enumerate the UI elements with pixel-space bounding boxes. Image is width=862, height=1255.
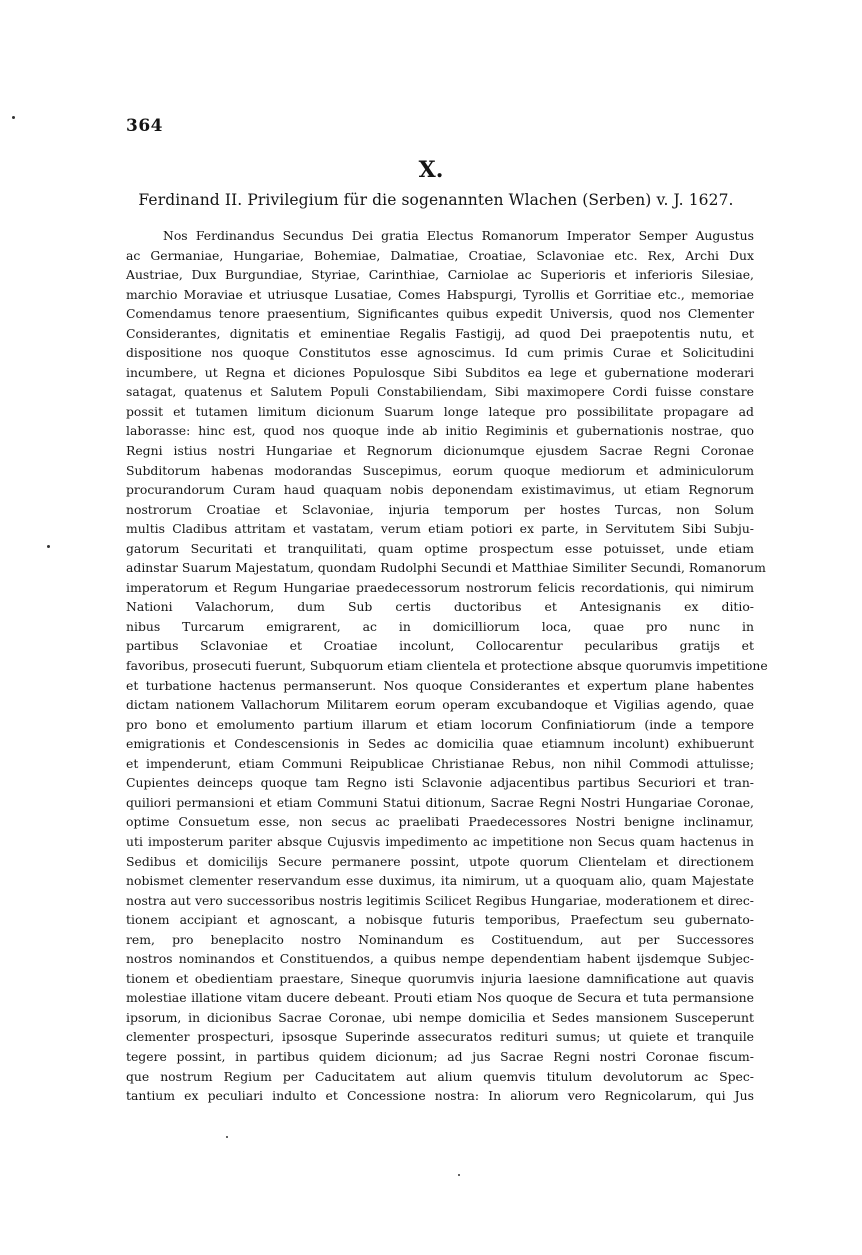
text-line: marchio Moraviae et utriusque Lusatiae, Comes Habspurgi, Tyrollis et Gorritiae etc., memoriae — [126, 286, 754, 302]
text-line: Nationi Valachorum, dum Sub certis ductoribus et Antesignanis ex ditio- — [126, 599, 754, 615]
print-speck — [47, 545, 50, 548]
text-line: Considerantes, dignitatis et eminentiae Regalis Fastigij, ad quod Dei praepotentis nutu, et — [126, 325, 754, 341]
print-speck — [226, 1136, 228, 1138]
text-line: nibus Turcarum emigrarent, ac in domicilliorum loca, quae pro nunc in — [126, 618, 754, 634]
text-line: procurandorum Curam haud quaquam nobis deponendam existimavimus, ut etiam Regnorum — [126, 482, 754, 498]
text-line: Austriae, Dux Burgundiae, Styriae, Carinthiae, Carniolae ac Superioris et inferioris Silesiae, — [126, 267, 754, 283]
text-line: Subditorum habenas modorandas Suscepimus, eorum quoque mediorum et adminiculorum — [126, 462, 754, 478]
text-line: incumbere, ut Regna et diciones Populosque Sibi Subditos ea lege et gubernatione moderari — [126, 364, 754, 380]
text-line: laborasse: hinc est, quod nos quoque inde ab initio Regiminis et gubernationis nostrae, quo — [126, 423, 754, 439]
text-line: gatorum Securitati et tranquilitati, quam optime prospectum esse potuisset, unde etiam — [126, 540, 754, 556]
text-line: uti imposterum pariter absque Cujusvis impedimento ac impetitione non Secus quam hactenus in — [126, 833, 754, 849]
text-line: Comendamus tenore praesentium, Significantes quibus expedit Universis, quod nos Clementer — [126, 306, 754, 322]
text-line: emigrationis et Condescensionis in Sedes ac domicilia quae etiamnum incolunt) exhibuerunt — [126, 736, 754, 752]
text-line: imperatorum et Regum Hungariae praedecessorum nostrorum felicis recordationis, qui nimirum — [126, 579, 754, 595]
text-line: molestiae illatione vitam ducere debeant. Prouti etiam Nos quoque de Secura et tuta permansione — [126, 990, 754, 1006]
section-title: Ferdinand II. Privilegium für die sogenannten Wlachen (Serben) v. J. 1627. — [138, 191, 734, 209]
print-speck — [12, 116, 15, 119]
text-line: tionem accipiant et agnoscant, a nobisque futuris temporibus, Praefectum seu gubernato- — [126, 912, 754, 928]
text-line: ipsorum, in dicionibus Sacrae Coronae, ubi nempe domicilia et Sedes mansionem Susceperunt — [126, 1009, 754, 1025]
text-line: tionem et obedientiam praestare, Sineque quorumvis injuria laesione damnificatione aut quavis — [126, 970, 754, 986]
text-line: nobismet clementer reservandum esse duximus, ita nimirum, ut a quoquam alio, quam Majestate — [126, 873, 754, 889]
text-line: tegere possint, in partibus quidem dicionum; ad jus Sacrae Regni nostri Coronae fiscum- — [126, 1048, 754, 1064]
text-line: pro bono et emolumento partium illarum et etiam locorum Confiniatiorum (inde a tempore — [126, 716, 754, 732]
text-line: dispositione nos quoque Constitutos esse agnoscimus. Id cum primis Curae et Solicitudini — [126, 345, 754, 361]
text-line: et impenderunt, etiam Communi Reipublicae Christianae Rebus, non nihil Commodi attulisse; — [126, 755, 754, 771]
text-line: que nostrum Regium per Caducitatem aut alium quemvis titulum devolutorum ac Spec- — [126, 1068, 754, 1084]
text-line: satagat, quatenus et Salutem Populi Constabiliendam, Sibi maximopere Cordi fuisse constare — [126, 384, 754, 400]
text-line: Nos Ferdinandus Secundus Dei gratia Electus Romanorum Imperator Semper Augustus — [163, 228, 754, 243]
text-line: et turbatione hactenus permanserunt. Nos quoque Considerantes et expertum plane habentes — [126, 677, 754, 693]
text-line: adinstar Suarum Majestatum, quondam Rudolphi Secundi et Matthiae Similiter Secundi, Romanorum — [126, 560, 766, 576]
text-line: ac Germaniae, Hungariae, Bohemiae, Dalmatiae, Croatiae, Sclavoniae etc. Rex, Archi Dux — [126, 247, 754, 263]
text-line: dictam nationem Vallachorum Militarem eorum operam excubandoque et Vigilias agendo, quae — [126, 697, 754, 713]
document-body — [126, 226, 768, 1106]
text-line: nostrorum Croatiae et Sclavoniae, injuria temporum per hostes Turcas, non Solum — [126, 501, 754, 517]
text-line: rem, pro beneplacito nostro Nominandum es Costituendum, aut per Successores — [126, 931, 754, 947]
text-line: quiliori permansioni et etiam Communi Statui ditionum, Sacrae Regni Nostri Hungariae Coronae, — [126, 794, 754, 810]
text-line: nostra aut vero successoribus nostris legitimis Scilicet Regibus Hungariae, moderationem et direc- — [126, 892, 754, 908]
text-line: nostros nominandos et Constituendos, a quibus nempe dependentiam habent ijsdemque Subjec- — [126, 951, 754, 967]
text-line: partibus Sclavoniae et Croatiae incolunt, Collocarentur pecularibus gratijs et — [126, 638, 754, 654]
page-number: 364 — [126, 116, 163, 136]
text-line: favoribus, prosecuti fuerunt, Subquorum etiam clientela et protectione absque quorumvis impetitione — [126, 658, 768, 674]
section-numeral: X. — [418, 157, 444, 183]
text-line: Regni istius nostri Hungariae et Regnorum dicionumque ejusdem Sacrae Regni Coronae — [126, 443, 754, 459]
print-speck — [458, 1174, 460, 1176]
text-line: possit et tutamen limitum dicionum Suarum longe lateque pro possibilitate propagare ad — [126, 403, 754, 419]
text-line: multis Cladibus attritam et vastatam, verum etiam potiori ex parte, in Servitutem Sibi Subju- — [126, 521, 754, 537]
text-line: tantium ex peculiari indulto et Concessione nostra: In aliorum vero Regnicolarum, qui Jus — [126, 1088, 754, 1104]
text-line: optime Consuetum esse, non secus ac praelibati Praedecessores Nostri benigne inclinamur, — [126, 814, 754, 830]
text-line: Cupientes deinceps quoque tam Regno isti Sclavonie adjacentibus partibus Securiori et tran- — [126, 775, 754, 791]
text-line: clementer prospecturi, ipsosque Superinde assecuratos redituri sumus; ut quiete et tranquile — [126, 1029, 754, 1045]
text-line: Sedibus et domicilijs Secure permanere possint, utpote quorum Clientelam et directionem — [126, 853, 754, 869]
